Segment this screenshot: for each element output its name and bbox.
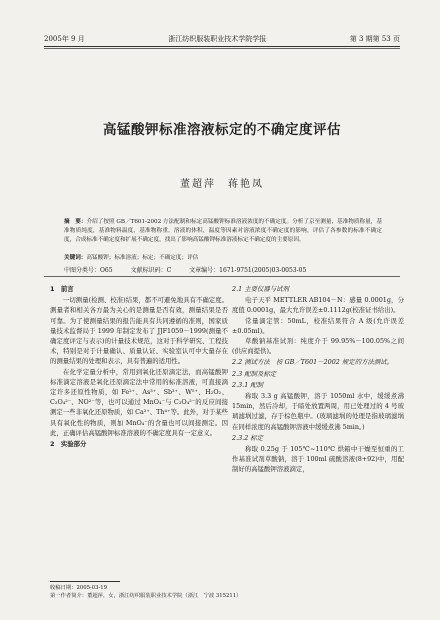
left-heading: 2 实验部分 [50, 440, 87, 449]
keywords [64, 253, 382, 261]
header-rule-thin [44, 48, 400, 49]
right-heading: 2.3 配制及标定 [232, 369, 277, 378]
right-paragraph: 常量滴定管：50mL，校准结果符合 A 级(允许误差±0.05ml)。 [232, 316, 404, 335]
right-paragraph: 称取 3.3 g 高锰酸钾，溶于 1050ml 水中，缓缓煮沸 15min，然后冷却，于暗处放置两周，用已处理过的 4 号玻璃滤埚过滤，存于棕色瓶中。(玻璃滤埚的处理是指玻璃滤埚在同样浓度的高锰酸钾溶液中缓缓煮沸 5min。) [232, 392, 404, 431]
right-paragraph: 称取 0.25g 于 105℃~110℃ 烘箱中干燥至恒重的工作基准试剂草酸钠，溶于 100ml 硫酸溶液(8+92)中，用配制好的高锰酸钾溶液滴定， [232, 445, 404, 474]
left-column [50, 283, 228, 450]
paper-authors: 董超萍 蒋艳凤 [180, 179, 264, 190]
abstract [64, 218, 382, 246]
received-date: 收稿日期：2005-03-19 [50, 585, 108, 591]
section-divider [44, 276, 400, 277]
classification-line [64, 265, 400, 274]
footnote-rule [50, 581, 120, 582]
header-date: 2005年 9 月 [44, 35, 85, 43]
header-journal: 浙江纺织服装职业技术学院学报 [168, 35, 267, 43]
keywords-label: 关键词： [64, 255, 87, 261]
header-page: 第 3 期第 53 页 [349, 35, 400, 43]
article-number: 文章编号：1671-9751(2005)03-0053-05 [189, 267, 307, 274]
author-bio: 第一作者简介：董超萍，女，浙江纺织服装职业技术学院（浙江 宁波 315211） [50, 593, 242, 599]
clc-number: 中图分类号：O65 [64, 267, 113, 274]
left-paragraph: 在化学定量分析中，常用到氧化还原滴定法，而高锰酸钾标准滴定溶液是氧化还原滴定法中常用的标准溶液，可直接滴定许多还原性物质，如 Fe²⁺、As³⁺、Sb³⁺、W⁵⁺、H₂O₂、C₂O₄²⁻、NO²⁻等，也可以通过 MnO₄⁻与 C₂O₄²⁻的反应间接测定一些非氧化还原物质，如 Ca²⁺、Th⁴⁺等。此外，对于某些具有氧化性的物质，则加 MnO₄⁻的含量也可以间接测定。因此，正确评估高锰酸钾标准溶液的不确定度具有一定意义。 [50, 367, 228, 437]
right-heading: 2.1 主要仪器与试剂 [232, 285, 289, 293]
running-header [44, 30, 400, 44]
paper-title: 高锰酸钾标准溶液标定的不确定度评估 [103, 122, 341, 138]
header-rule [44, 46, 400, 47]
right-paragraph: 草酸钠基准试剂：纯度介于 99.95%－100.05%之间(供应商提供)。 [232, 337, 404, 356]
right-paragraph: 电子天平 METTLER AB104－N：感量 0.0001g，分度值 0.0001g，最大允许误差±0.1112g(校准证书给出)。 [232, 296, 404, 315]
left-heading: 1 前言 [50, 285, 74, 293]
abstract-text: 介绍了按照 GB／T601-2002 方法配制和标定高锰酸钾标准溶液浓度的不确定度。分析了京至测量，基准物质称量，基准物质纯度，基准物料温度，基准物称重，溶液的体积，温度等因素对溶液浓度不确定度的影响，评估了各参数的标准不确定度，合成标准不确定度和扩展不确定度，找出了影响高锰酸钾标准溶液标定不确定度的主要原因。 [64, 219, 382, 244]
document-code: 文献标识码：C [130, 267, 172, 274]
right-heading: 2.3.1 配制 [232, 380, 264, 389]
right-heading: 2.2 测试方法 按 GB／T601－2002 规定的方法测试。 [232, 358, 394, 367]
right-column [232, 283, 404, 475]
left-paragraph: 一切测量(检测、校准)结果，都不可避免地具有不确定度。测量者和相关各方最为关心的是测量是否有效，测量结果是否可靠。为了使测量结果的报告能具有共同遵循的准则，国家质量技术监督局于 1999 年制定发布了 JJF1059－1999(测量不确定度评定与表示)的计量技术规范，这对于科学研究、工程技术，特别是对于计量确认、质量认证、实验室认可中大量存在的测量结果的处理和表示，具有普遍的适用性。 [50, 296, 228, 366]
abstract-label: 摘 要： [64, 219, 87, 225]
footnote [50, 584, 400, 600]
right-heading: 2.3.2 标定 [232, 433, 264, 442]
keywords-text: 高锰酸钾；标准溶液；标定；不确定度；评估 [86, 255, 199, 261]
